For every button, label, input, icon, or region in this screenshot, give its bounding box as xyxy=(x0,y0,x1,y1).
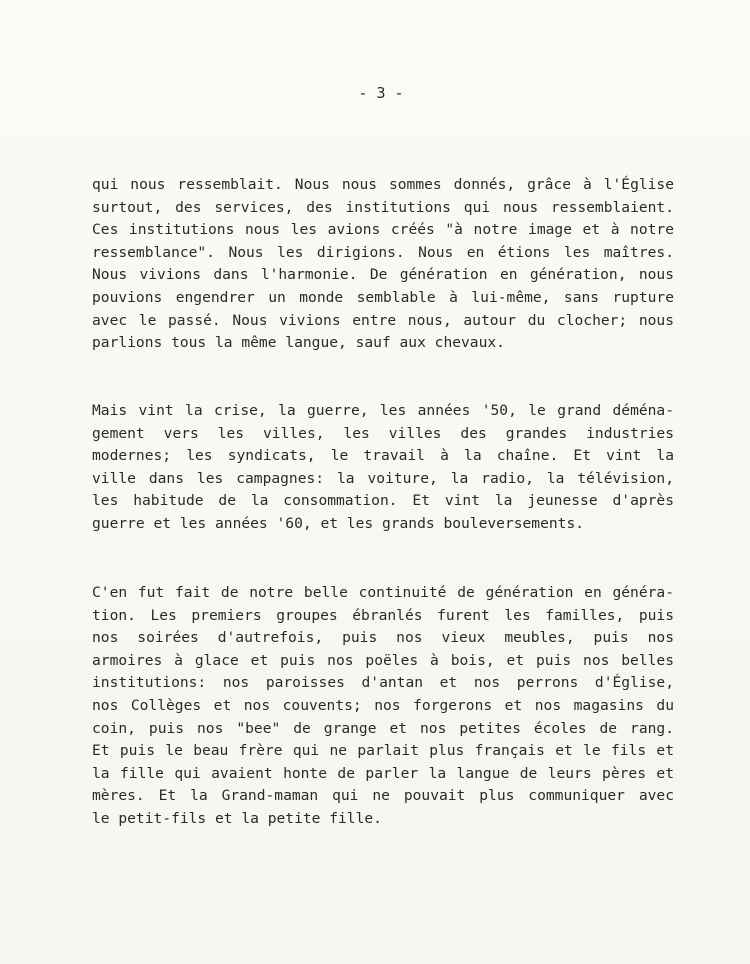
text-line: institutions: nos paroisses d'antan et nos perrons d'Église, xyxy=(92,674,674,692)
text-line: tion. Les premiers groupes ébranlés furent les familles, puis xyxy=(92,606,674,624)
text-line: les habitude de la consommation. Et vint la jeunesse d'après xyxy=(92,492,674,510)
paragraph-2 xyxy=(92,400,674,536)
text-line: pouvions engendrer un monde semblable à lui-même, sans rupture xyxy=(92,288,674,306)
text-line: coin, puis nos "bee" de grange et nos petites écoles de rang. xyxy=(92,719,674,737)
text-line: qui nous ressemblait. Nous nous sommes donnés, grâce à l'Église xyxy=(92,176,674,193)
text-line: Ces institutions nous les avions créés "à notre image et à notre xyxy=(92,221,674,239)
page-number: - 3 - xyxy=(358,84,404,102)
text-line: armoires à glace et puis nos poëles à bois, et puis nos belles xyxy=(92,651,674,669)
text-line: avec le passé. Nous vivions entre nous, autour du clocher; nous xyxy=(92,311,674,329)
text-line: la fille qui avaient honte de parler la langue de leurs pères et xyxy=(92,764,674,782)
text-line: guerre et les années '60, et les grands bouleversements. xyxy=(92,514,585,532)
paragraph-3 xyxy=(92,582,674,831)
text-line: le petit-fils et la petite fille. xyxy=(92,809,382,827)
text-line: ressemblance". Nous les dirigions. Nous en étions les maîtres. xyxy=(92,243,674,261)
text-line: nos Collèges et nos couvents; nos forgerons et nos magasins du xyxy=(92,696,674,714)
text-line: Et puis le beau frère qui ne parlait plus français et le fils et xyxy=(92,742,674,760)
text-line: ville dans les campagnes: la voiture, la radio, la télévision, xyxy=(92,469,674,487)
text-line: Mais vint la crise, la guerre, les années '50, le grand déména- xyxy=(92,402,674,419)
text-line: surtout, des services, des institutions qui nous ressemblaient. xyxy=(92,198,674,216)
text-line: parlions tous la même langue, sauf aux chevaux. xyxy=(92,334,505,352)
text-line: gement vers les villes, les villes des grandes industries xyxy=(92,424,674,442)
text-line: Nous vivions dans l'harmonie. De génération en génération, nous xyxy=(92,266,674,284)
paragraph-1 xyxy=(92,174,674,355)
text-line: modernes; les syndicats, le travail à la chaîne. Et vint la xyxy=(92,447,674,465)
text-line: mères. Et la Grand-maman qui ne pouvait plus communiquer avec xyxy=(92,787,674,805)
text-line: nos soirées d'autrefois, puis nos vieux meubles, puis nos xyxy=(92,629,674,647)
text-line: C'en fut fait de notre belle continuité de génération en généra- xyxy=(92,584,674,601)
